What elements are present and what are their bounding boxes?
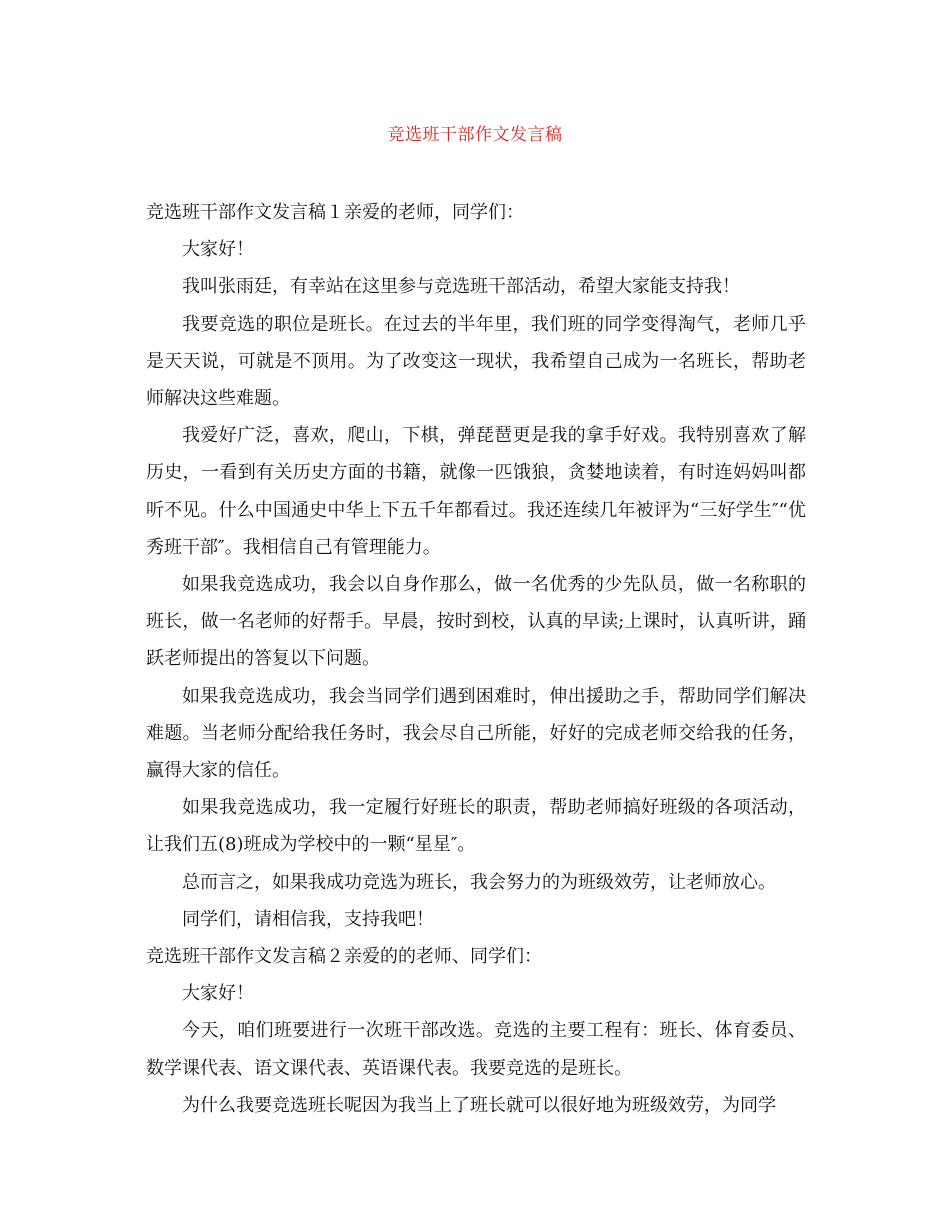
paragraph: 今天，咱们班要进行一次班干部改选。竞选的主要工程有：班长、体育委员、数学课代表、语文课代表、英语课代表。我要竞选的是班长。 <box>146 1020 806 1079</box>
paragraph: 竞选班干部作文发言稿２亲爱的的老师、同学们： <box>146 946 542 968</box>
paragraph: 大家好！ <box>182 239 254 261</box>
paragraph: 大家好！ <box>182 983 254 1005</box>
paragraph: 竞选班干部作文发言稿１亲爱的老师，同学们： <box>146 202 524 223</box>
paragraph: 总而言之，如果我成功竞选为班长，我会努力的为班级效劳，让老师放心。 <box>182 871 776 893</box>
paragraph: 同学们，请相信我，支持我吧！ <box>182 908 434 930</box>
paragraph: 如果我竞选成功，我会当同学们遇到困难时，伸出援助之手，帮助同学们解决难题。当老师分配给我任务时，我会尽自己所能，好好的完成老师交给我的任务，赢得大家的信任。 <box>146 685 806 782</box>
paragraph: 为什么我要竞选班长呢因为我当上了班长就可以很好地为班级效劳，为同学 <box>182 1094 776 1116</box>
paragraph: 我要竞选的职位是班长。在过去的半年里，我们班的同学变得淘气，老师几乎是天天说，可就是不顶用。为了改变这一现状，我希望自己成为一名班长，帮助老师解决这些难题。 <box>146 313 806 410</box>
paragraph: 我叫张雨廷，有幸站在这里参与竞选班干部活动，希望大家能支持我！ <box>182 276 740 298</box>
paragraph: 我爱好广泛，喜欢，爬山，下棋，弹琵琶更是我的拿手好戏。我特别喜欢了解历史，一看到有关历史方面的书籍，就像一匹饿狼，贪婪地读着，有时连妈妈叫都听不见。什么中国通史中华上下五千年都看过。我还连续几年被评为“三好学生″“优秀班干部″。我相信自己有管理能力。 <box>146 425 806 558</box>
document-title: 竞选班干部作文发言稿 <box>387 125 563 145</box>
document-body <box>146 194 806 1124</box>
paragraph: 如果我竞选成功，我会以自身作那么，做一名优秀的少先队员，做一名称职的班长，做一名老师的好帮手。早晨，按时到校，认真的早读;上课时，认真听讲，踊跃老师提出的答复以下问题。 <box>146 574 806 670</box>
paragraph: 如果我竞选成功，我一定履行好班长的职责，帮助老师搞好班级的各项活动，让我们五(8)班成为学校中的一颗“星星″。 <box>146 797 806 856</box>
